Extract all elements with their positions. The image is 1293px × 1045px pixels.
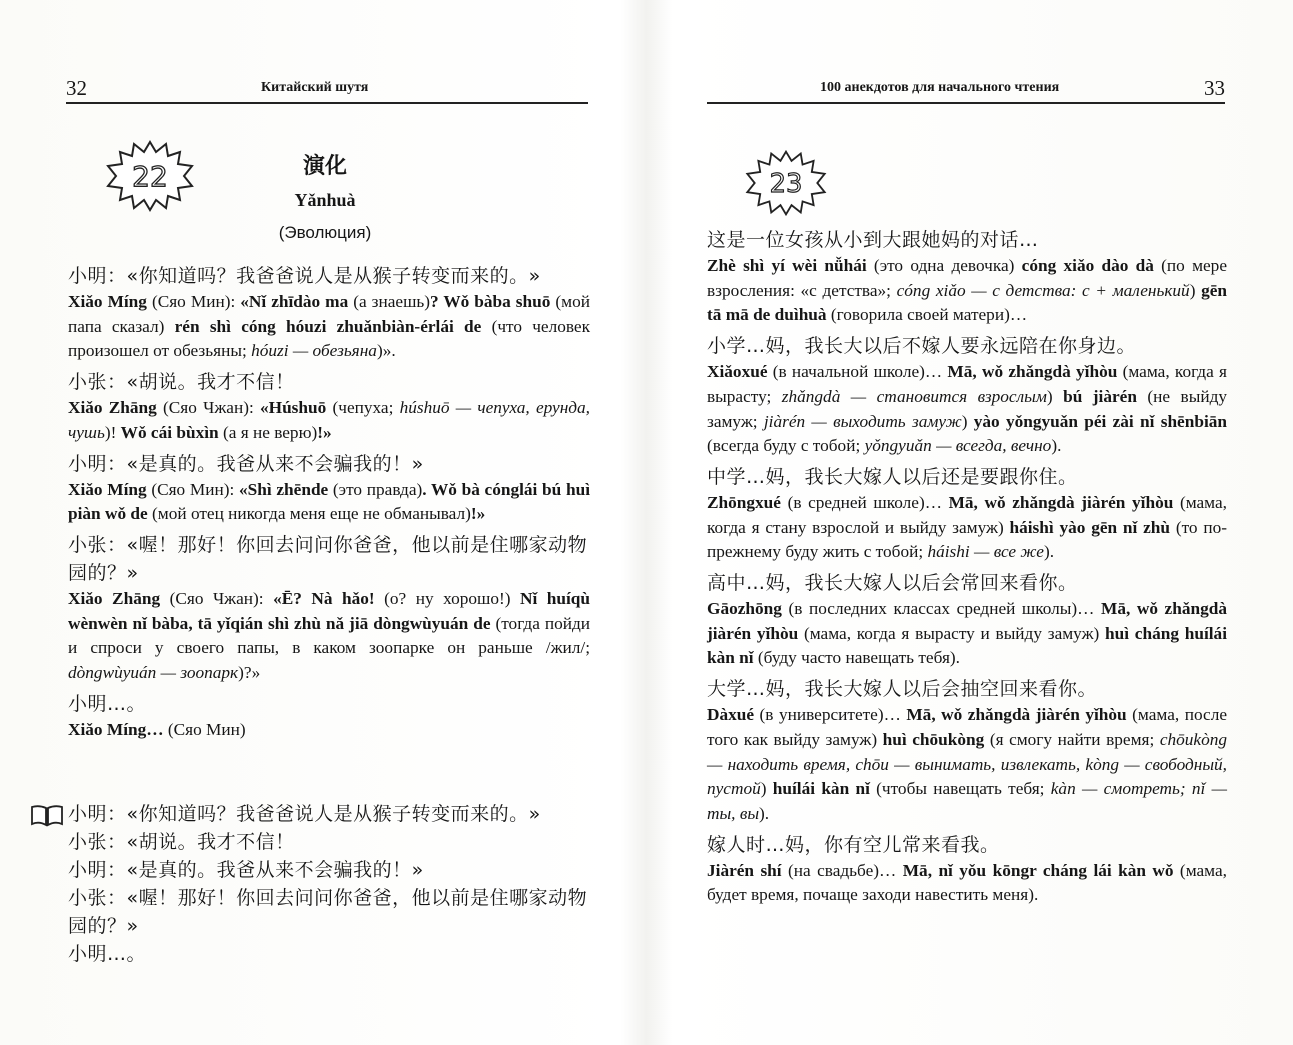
left-page xyxy=(0,0,640,1045)
page-number: 33 xyxy=(1204,76,1225,100)
plain-reading-text xyxy=(30,800,590,968)
starburst-badge-icon xyxy=(104,138,196,214)
annotated-text xyxy=(707,226,1227,912)
annotated-line: Xiǎo Míng (Сяо Мин): «Nǐ zhīdào ma (а знаешь)? Wǒ bàba shuō (мой папа сказал) rén shì cóng hóuzi zhuǎnbiàn-érlái de (что человек произошел от обезьяны; hóuzi — обезьяна)». xyxy=(68,292,590,361)
chinese-line: 中学…妈，我长大嫁人以后还是要跟你住。 xyxy=(707,465,1078,488)
chinese-line: 小张：«胡说。我才不信！ xyxy=(68,371,295,394)
chinese-line: 嫁人时…妈，你有空儿常来看我。 xyxy=(707,833,1000,856)
reading-line: 小张：«胡说。我才不信！ xyxy=(68,831,295,853)
reading-line: 小张：«喔！那好！你回去问问你爸爸，他以前是住哪家动物园的？» xyxy=(68,887,588,937)
chinese-line: 小学…妈，我长大以后不嫁人要永远陪在你身边。 xyxy=(707,335,1137,358)
annotated-line: Zhōngxué (в средней школе)… Mā, wǒ zhǎngdà jiàrén yǐhòu (мама, когда я стану взрослой и выйду замуж) háishì yào gēn nǐ zhù (то по-прежнему буду жить с тобой; háishi — все же). xyxy=(707,492,1227,562)
annotated-line: Dàxué (в университете)… Mā, wǒ zhǎngdà jiàrén yǐhòu (мама, после того как выйду замуж) huì chōukòng (я смогу найти время; chōukòng — находить время, chōu — вынимать, извлекать, kòng — свободный, пустой) huílái kàn nǐ (чтобы навещать тебя; kàn — смотреть; nǐ — ты, вы). xyxy=(707,705,1227,823)
story-number-badge xyxy=(104,138,196,214)
right-page xyxy=(650,0,1293,1045)
annotated-line: Xiǎo Zhāng (Сяо Чжан): «Ē? Nà hǎo! (о? ну хорошо!) Nǐ huíqù wènwèn nǐ bàba, tā yǐqián shì zhù nǎ jiā dòngwùyuán de (тогда пойди и спроси у своего папы, в каком зоопарке он раньше /жил/; dòngwùyuán — зоопарк)?» xyxy=(68,588,590,683)
reading-line: 小明：«是真的。我爸从来不会骗我的！» xyxy=(68,859,424,881)
annotated-line: Jiàrén shí (на свадьбе)… Mā, nǐ yǒu kōngr cháng lái kàn wǒ (мама, будет время, почаще заходи навестить меня). xyxy=(707,860,1227,905)
chinese-line: 小明：«是真的。我爸从来不会骗我的！» xyxy=(68,452,424,475)
reading-line: 小明：«你知道吗？我爸爸说人是从猴子转变而来的。» xyxy=(68,803,541,825)
chinese-line: 小明：«你知道吗？我爸爸说人是从猴子转变而来的。» xyxy=(68,265,541,287)
reading-line: 小明…。 xyxy=(68,943,147,965)
annotated-line: Xiǎo Míng… (Сяо Мин) xyxy=(68,719,246,739)
annotated-line: Gāozhōng (в последних классах средней школы)… Mā, wǒ zhǎngdà jiàrén yǐhòu (мама, когда я вырасту и выйду замуж) huì cháng huílái kàn nǐ (буду часто навещать тебя). xyxy=(707,599,1227,668)
annotated-line: Xiǎoxué (в начальной школе)… Mā, wǒ zhǎngdà yǐhòu (мама, когда я вырасту; zhǎngdà — становится взрослым) bú jiàrén (не выйду замуж; jiàrén — выходить замуж) yào yǒngyuǎn péi zài nǐ shēnbiān (всегда буду с тобой; yǒngyuǎn — всегда, вечно). xyxy=(707,362,1228,456)
chinese-line: 这是一位女孩从小到大跟她妈的对话… xyxy=(707,229,1039,251)
starburst-badge-icon xyxy=(742,148,830,218)
chinese-line: 小张：«喔！那好！你回去问问你爸爸，他以前是住哪家动物园的？» xyxy=(68,533,588,584)
story-title-chinese: 演化 xyxy=(302,154,347,179)
story-title-block xyxy=(205,152,445,243)
annotated-line: Xiǎo Míng (Сяо Мин): «Shì zhēnde (это правда). Wǒ bà cónglái bú huì piàn wǒ de (мой отец никогда меня еще не обманывал)!» xyxy=(68,479,591,524)
open-book-icon xyxy=(30,804,64,828)
annotated-line: Zhè shì yí wèi nǚhái (это одна девочка) cóng xiǎo dào dà (по мере взросления: «с детства»; cóng xiǎo — с детства: с + маленький) gēn tā mā de duìhuà (говорила своей матери)… xyxy=(707,256,1227,325)
story-title-pinyin: Yǎnhuà xyxy=(294,190,356,210)
running-title: 100 анекдотов для начального чтения xyxy=(820,80,1060,95)
page-number: 32 xyxy=(66,76,87,100)
running-title: Китайский шутя xyxy=(261,80,369,95)
right-page-header xyxy=(707,74,1225,104)
left-page-header xyxy=(66,74,588,104)
story-number-badge xyxy=(742,148,830,218)
annotated-text xyxy=(68,262,590,746)
annotated-line: Xiǎo Zhāng (Сяо Чжан): «Húshuō (чепуха; húshuō — чепуха, ерунда, чушь)! Wǒ cái bùxìn (а я не верю)!» xyxy=(68,398,590,442)
story-title-russian: (Эволюция) xyxy=(278,223,372,242)
chinese-line: 高中…妈，我长大嫁人以后会常回来看你。 xyxy=(707,572,1078,595)
chinese-line: 小明…。 xyxy=(68,692,147,715)
chinese-line: 大学…妈，我长大嫁人以后会抽空回来看你。 xyxy=(707,678,1098,701)
badge-number: 23 xyxy=(769,169,803,200)
badge-number: 22 xyxy=(132,160,168,193)
